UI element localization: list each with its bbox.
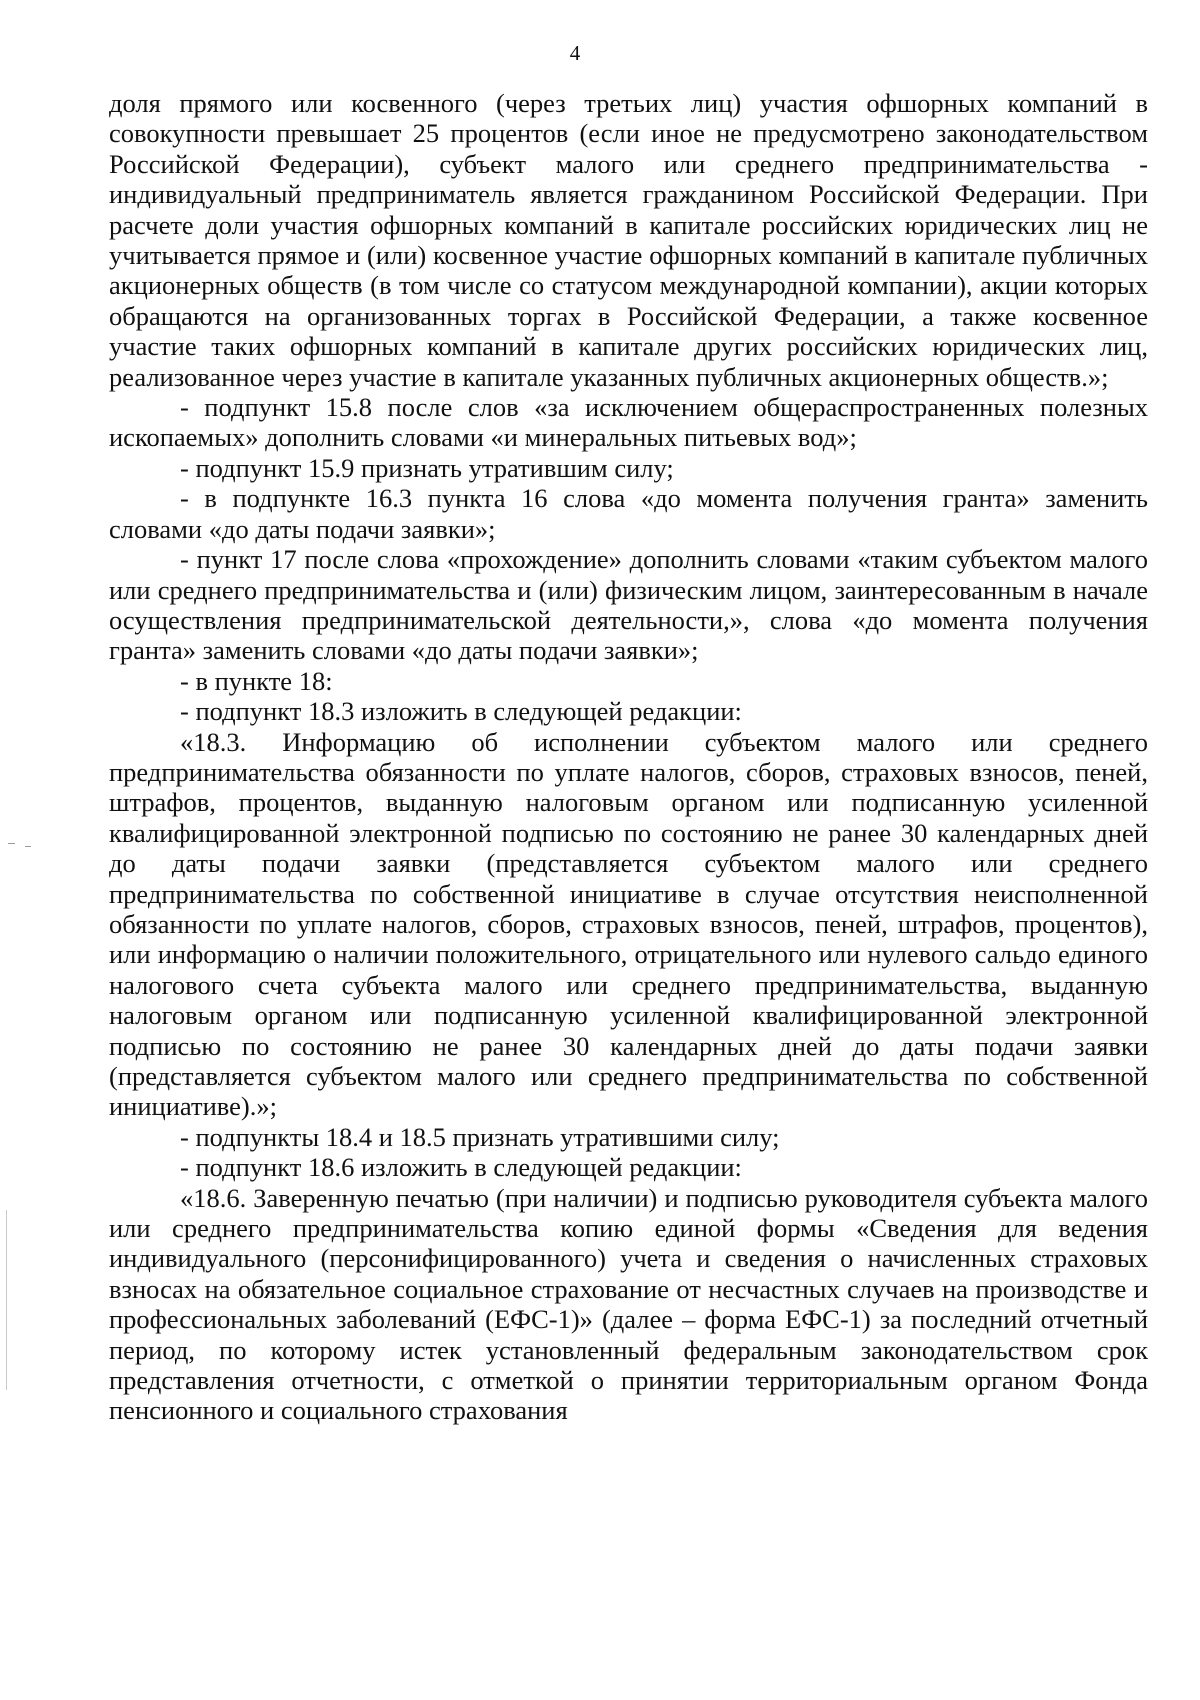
paragraph-subitem-18-3-intro: - подпункт 18.3 изложить в следующей редакции: (180, 696, 742, 727)
paragraph-subitem-18-6-text: «18.6. Заверенную печатью (при наличии) и подписью руководителя субъекта малого или среднего предпринимательства копию единой формы «Сведения для ведения индивидуального (персонифицированного) учета и сведения о начисленных страховых взносах на обязательное социальное страхование от несчастных случаев на производстве и профессиональных заболеваний (ЕФС-1)» (далее – форма ЕФС-1) за последний отчетный период, по которому истек установленный федеральным законодательством срок представления отчетности, с отметкой о принятии территориальным органом Фонда пенсионного и социального страхования (109, 1182, 1148, 1426)
paragraph-subitems-18-4-18-5: - подпункты 18.4 и 18.5 признать утратившими силу; (180, 1121, 780, 1152)
paragraph-subitem-18-6-intro: - подпункт 18.6 изложить в следующей редакции: (180, 1152, 742, 1183)
scan-edge-mark (6, 1210, 7, 1390)
document-body (109, 88, 1148, 1426)
paragraph-subitem-18-3-text: «18.3. Информацию об исполнении субъектом малого или среднего предпринимательства обязанности по уплате налогов, сборов, страховых взносов, пеней, штрафов, процентов, выданную налоговым органом или подписанную усиленной квалифицированной электронной подписью по состоянию не ранее 30 календарных дней до даты подачи заявки (представляется субъектом малого или среднего предпринимательства по собственной инициативе в случае отсутствия неисполненной обязанности по уплате налогов, сборов, страховых взносов, пеней, штрафов, процентов), или информацию о наличии положительного, отрицательного или нулевого сальдо единого налогового счета субъекта малого или среднего предпринимательства, выданную налоговым органом или подписанную усиленной квалифицированной электронной подписью по состоянию не ранее 30 календарных дней до даты подачи заявки (представляется субъектом малого или среднего предпринимательства по собственной инициативе).»; (109, 726, 1148, 1122)
paragraph-subitem-15-9: - подпункт 15.9 признать утратившим силу; (180, 452, 674, 483)
paragraph-item-18: - в пункте 18: (180, 665, 333, 696)
page-number: 4 (569, 41, 581, 65)
paragraph-subitem-16-3: - в подпункте 16.3 пункта 16 слова «до момента получения гранта» заменить словами «до даты подачи заявки»; (109, 483, 1148, 544)
paragraph-item-17: - пункт 17 после слова «прохождение» дополнить словами «таким субъектом малого или среднего предпринимательства и (или) физическим лицом, заинтересованным в начале осуществления предпринимательской деятельности,», слова «до момента получения гранта» заменить словами «до даты подачи заявки»; (109, 544, 1148, 666)
paragraph-subitem-15-8: - подпункт 15.8 после слов «за исключением общераспространенных полезных ископаемых» дополнить словами «и минеральных питьевых вод»; (109, 392, 1148, 453)
scan-speck (8, 843, 15, 844)
scan-speck (25, 846, 31, 847)
paragraph-offshore-share: доля прямого или косвенного (через третьих лиц) участия офшорных компаний в совокупности превышает 25 процентов (если иное не предусмотрено законодательством Российской Федерации), субъект малого или среднего предпринимательства - индивидуальный предприниматель является гражданином Российской Федерации. При расчете доли участия офшорных компаний в капитале российских юридических лиц не учитывается прямое и (или) косвенное участие офшорных компаний в капитале публичных акционерных обществ (в том числе со статусом международной компании), акции которых обращаются на организованных торгах в Российской Федерации, а также косвенное участие таких офшорных компаний в капитале других российских юридических лиц, реализованное через участие в капитале указанных публичных акционерных обществ.»; (109, 88, 1148, 392)
